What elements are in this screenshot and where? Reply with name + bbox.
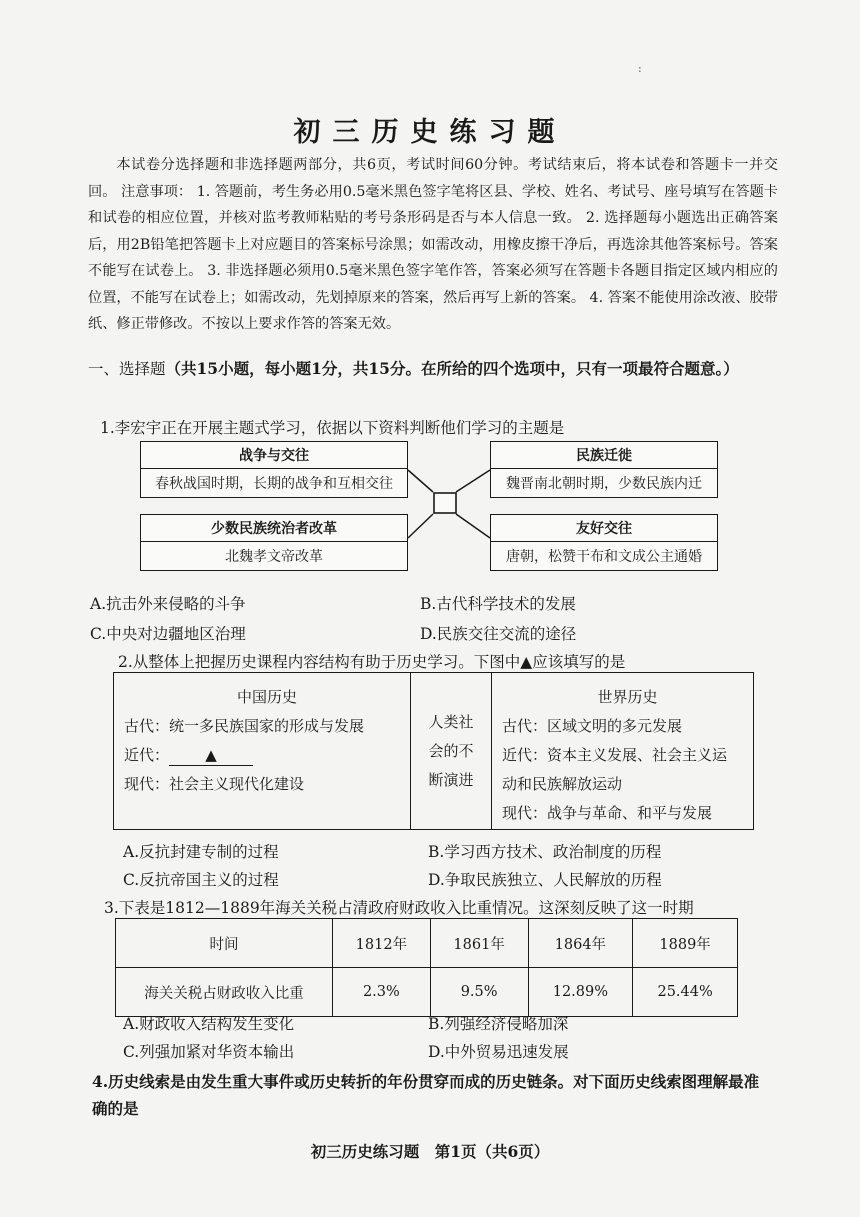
section-title: 一、选择题 bbox=[88, 360, 166, 378]
exam-instructions: 本试卷分选择题和非选择题两部分，共6页，考试时间60分钟。考试结束后，将本试卷和答题卡一并交回。 注意事项： 1. 答题前，考生务必用0.5毫米黑色签字笔将区县、学校、姓名、考试号、座号填写在答题卡和试卷的相应位置，并核对监考教师粘贴的考号条形码是否与本人信息一致。 2. 选择题每小题选出正确答案后，用2B铅笔把答题卡上对应题目的答案标号涂黑；如需改动，用橡皮擦干净后，再选涂其他答案标号。答案不能写在试卷上。 3. 非选择题必须用0.5毫米黑色签字笔作答，答案必须写在答题卡各题目指定区域内相应的位置，不能写在试卷上；如需改动，先划掉原来的答案，然后再写上新的答案。 4. 答案不能使用涂改液、胶带纸、修正带修改。不按以上要求作答的答案无效。 bbox=[88, 157, 778, 332]
human-society-cell bbox=[411, 673, 492, 830]
middle-line: 断演进 bbox=[428, 770, 474, 789]
q1-stem: 1.李宏宇正在开展主题式学习，依据以下资料判断他们学习的主题是 bbox=[100, 419, 565, 437]
q3-option-a[interactable]: A.财政收入结构发生变化 bbox=[123, 1015, 295, 1033]
q2-option-a[interactable]: A.反抗封建专制的过程 bbox=[123, 843, 279, 861]
table-cell: 1889年 bbox=[633, 919, 738, 968]
box-heading: 友好交往 bbox=[491, 515, 717, 542]
world-history-cell bbox=[492, 673, 754, 830]
section-header bbox=[88, 356, 778, 382]
box-content: 春秋战国时期，长期的战争和互相交往 bbox=[155, 476, 393, 492]
q3-option-c[interactable]: C.列强加紧对华资本输出 bbox=[123, 1043, 295, 1061]
q1-box-top-left bbox=[140, 441, 408, 498]
china-modern-label: 近代： bbox=[124, 746, 170, 764]
page-title: 初三历史练习题 bbox=[293, 117, 567, 148]
table-cell: 1861年 bbox=[430, 919, 528, 968]
middle-line: 人类社 bbox=[428, 712, 474, 731]
china-history-cell bbox=[114, 673, 411, 830]
box-content: 北魏孝文帝改革 bbox=[225, 549, 323, 565]
china-ancient: 古代：统一多民族国家的形成与发展 bbox=[124, 717, 365, 735]
world-modern-cont: 动和民族解放运动 bbox=[502, 775, 623, 793]
world-modern: 近代：资本主义发展、社会主义运 bbox=[502, 746, 728, 764]
q3-option-b[interactable]: B.列强经济侵略加深 bbox=[428, 1015, 569, 1033]
q1-center-box bbox=[434, 493, 456, 513]
china-modern-row bbox=[124, 741, 410, 770]
box-content: 唐朝，松赞干布和文成公主通婚 bbox=[506, 549, 702, 565]
table-cell: 时间 bbox=[116, 919, 333, 968]
world-contemporary: 现代：战争与革命、和平与发展 bbox=[502, 804, 713, 822]
box-content: 魏晋南北朝时期，少数民族内迁 bbox=[506, 476, 702, 492]
box-heading: 战争与交往 bbox=[141, 442, 407, 469]
table-row bbox=[116, 968, 738, 1017]
table-cell: 海关关税占财政收入比重 bbox=[116, 968, 333, 1017]
answer-blank bbox=[169, 745, 253, 766]
q2-option-d[interactable]: D.争取民族独立、人民解放的历程 bbox=[428, 871, 662, 889]
q3-option-d[interactable]: D.中外贸易迅速发展 bbox=[428, 1043, 569, 1061]
page-footer: 初三历史练习题 第1页（共6页） bbox=[310, 1142, 550, 1161]
q2-option-c[interactable]: C.反抗帝国主义的过程 bbox=[123, 871, 279, 889]
q1-box-top-right bbox=[490, 441, 718, 498]
world-history-title: 世界历史 bbox=[597, 688, 658, 706]
q2-structure-table bbox=[113, 672, 754, 830]
q4-stem: 4.历史线索是由发生重大事件或历史转折的年份贯穿而成的历史链条。对下面历史线索图理解最准确的是 bbox=[92, 1072, 760, 1118]
q1-option-a[interactable]: A.抗击外来侵略的斗争 bbox=[90, 595, 246, 613]
table-header-row bbox=[116, 919, 738, 968]
box-heading: 民族迁徙 bbox=[491, 442, 717, 469]
q1-option-c[interactable]: C.中央对边疆地区治理 bbox=[90, 625, 246, 643]
table-cell: 2.3% bbox=[333, 968, 431, 1017]
q1-option-b[interactable]: B.古代科学技术的发展 bbox=[420, 595, 576, 613]
table-cell: 9.5% bbox=[430, 968, 528, 1017]
world-ancient: 古代：区域文明的多元发展 bbox=[502, 717, 683, 735]
china-history-title: 中国历史 bbox=[236, 688, 297, 706]
q2-stem: 2.从整体上把握历史课程内容结构有助于历史学习。下图中▲应该填写的是 bbox=[118, 653, 626, 671]
q3-tariff-table bbox=[115, 918, 738, 1017]
triangle-icon: ▲ bbox=[205, 746, 217, 764]
middle-line: 会的不 bbox=[428, 741, 474, 760]
q1-box-bottom-right bbox=[490, 514, 718, 571]
table-cell: 25.44% bbox=[633, 968, 738, 1017]
table-cell: 12.89% bbox=[528, 968, 633, 1017]
section-note: （共15小题，每小题1分，共15分。在所给的四个选项中，只有一项最符合题意。） bbox=[165, 359, 739, 378]
table-cell: 1812年 bbox=[333, 919, 431, 968]
q1-option-d[interactable]: D.民族交往交流的途径 bbox=[420, 625, 577, 643]
q2-option-b[interactable]: B.学习西方技术、政治制度的历程 bbox=[428, 843, 662, 861]
table-cell: 1864年 bbox=[528, 919, 633, 968]
q3-stem: 3.下表是1812—1889年海关关税占清政府财政收入比重情况。这深刻反映了这一时期 bbox=[104, 899, 694, 917]
china-contemporary: 现代：社会主义现代化建设 bbox=[124, 775, 305, 793]
page-mark: : bbox=[638, 62, 642, 75]
q1-box-bottom-left bbox=[140, 514, 408, 571]
box-heading: 少数民族统治者改革 bbox=[141, 515, 407, 542]
